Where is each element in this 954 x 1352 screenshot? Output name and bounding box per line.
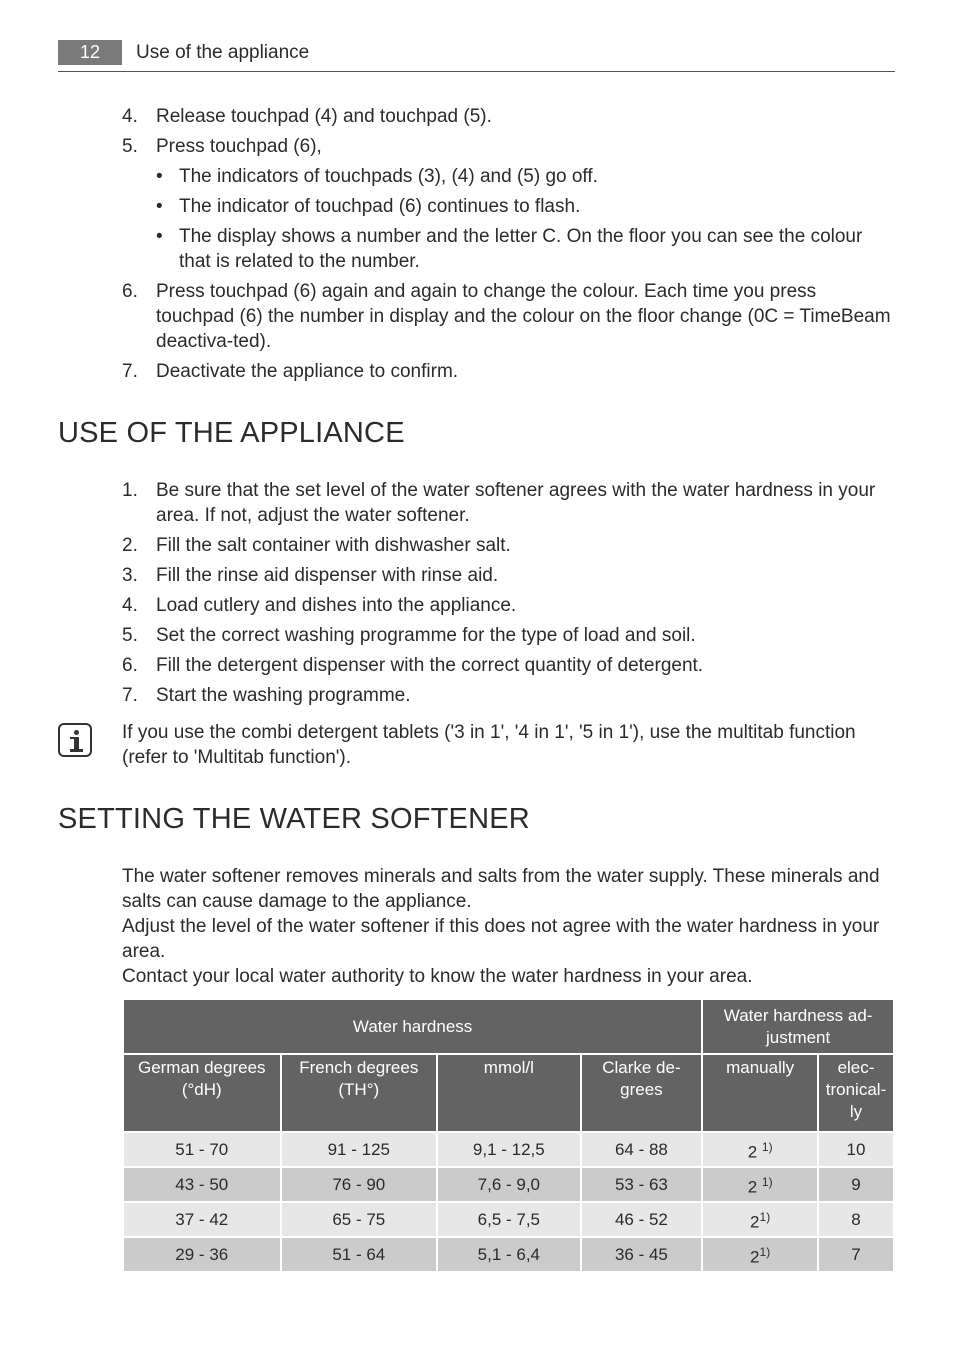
list-item: • The indicators of touchpads (3), (4) and (5) go off. — [156, 166, 598, 187]
list-item: 4. Load cutlery and dishes into the appliance. — [122, 595, 517, 616]
col-manually: manually — [702, 1054, 818, 1132]
info-note: If you use the combi detergent tablets ('3 in 1', '4 in 1', '5 in 1'), use the multitab function (refer to 'Multitab function'). — [122, 722, 856, 768]
col-electronically: elec-tronical-ly — [818, 1054, 894, 1132]
footnote-ref: 1) — [759, 1209, 771, 1224]
list-item: 2. Fill the salt container with dishwasher salt. — [122, 535, 511, 556]
header-water-hardness: Water hardness — [123, 999, 702, 1054]
section-heading-use: USE OF THE APPLIANCE — [58, 417, 405, 449]
footnote-ref: 1) — [759, 1244, 771, 1259]
list-item: 4. Release touchpad (4) and touchpad (5). — [122, 106, 492, 127]
list-item: 6. Press touchpad (6) again and again to change the colour. Each time you press touchpad (6) the number in display and the colour on the floor change (0C = TimeBeam deactiva-ted). — [122, 281, 891, 352]
paragraph: Adjust the level of the water softener if this does not agree with the water hardness in your area. — [122, 916, 880, 962]
col-mmol: mmol/l — [437, 1054, 581, 1132]
section-heading-softener: SETTING THE WATER SOFTENER — [58, 803, 530, 835]
softener-description — [122, 864, 897, 989]
list-item: 1. Be sure that the set level of the water softener agrees with the water hardness in your area. If not, adjust the water softener. — [122, 480, 876, 526]
table-row: 51 - 70 91 - 125 9,1 - 12,5 64 - 88 2 $^{1)}$ 10 — [123, 1132, 894, 1167]
header-adjustment: Water hardness ad-justment — [702, 999, 894, 1054]
water-hardness-table — [122, 998, 895, 1273]
list-item: 7. Deactivate the appliance to confirm. — [122, 361, 459, 382]
list-item: • The display shows a number and the letter C. On the floor you can see the colour that is related to the number. — [156, 226, 863, 272]
list-item: 6. Fill the detergent dispenser with the correct quantity of detergent. — [122, 655, 704, 676]
paragraph: Contact your local water authority to know the water hardness in your area. — [122, 966, 753, 987]
list-item: 5. Set the correct washing programme for the type of load and soil. — [122, 625, 696, 646]
timebeam-steps — [122, 104, 897, 389]
list-item: 5. Press touchpad (6), — [122, 136, 322, 157]
use-steps — [122, 478, 897, 713]
page-number: 12 — [58, 40, 122, 65]
paragraph: The water softener removes minerals and salts from the water supply. These minerals and salts can cause damage to the appliance. — [122, 866, 880, 912]
page-header — [58, 40, 895, 72]
list-item: 7. Start the washing programme. — [122, 685, 411, 706]
info-icon — [58, 723, 92, 757]
table-row: 29 - 36 51 - 64 5,1 - 6,4 36 - 45 2$^{1)}$ 7 — [123, 1237, 894, 1272]
table-row: 37 - 42 65 - 75 6,5 - 7,5 46 - 52 2$^{1)}$ 8 — [123, 1202, 894, 1237]
list-item: 3. Fill the rinse aid dispenser with rinse aid. — [122, 565, 499, 586]
col-german: German degrees (°dH) — [123, 1054, 281, 1132]
table-row: 43 - 50 76 - 90 7,6 - 9,0 53 - 63 2 $^{1)}$ 9 — [123, 1167, 894, 1202]
footnote-ref: 1) — [761, 1174, 773, 1189]
col-clarke: Clarke de-grees — [581, 1054, 703, 1132]
header-title: Use of the appliance — [136, 42, 310, 63]
footnote-ref: 1) — [761, 1139, 773, 1154]
col-french: French degrees (TH°) — [281, 1054, 438, 1132]
list-item: • The indicator of touchpad (6) continues to flash. — [156, 196, 581, 217]
